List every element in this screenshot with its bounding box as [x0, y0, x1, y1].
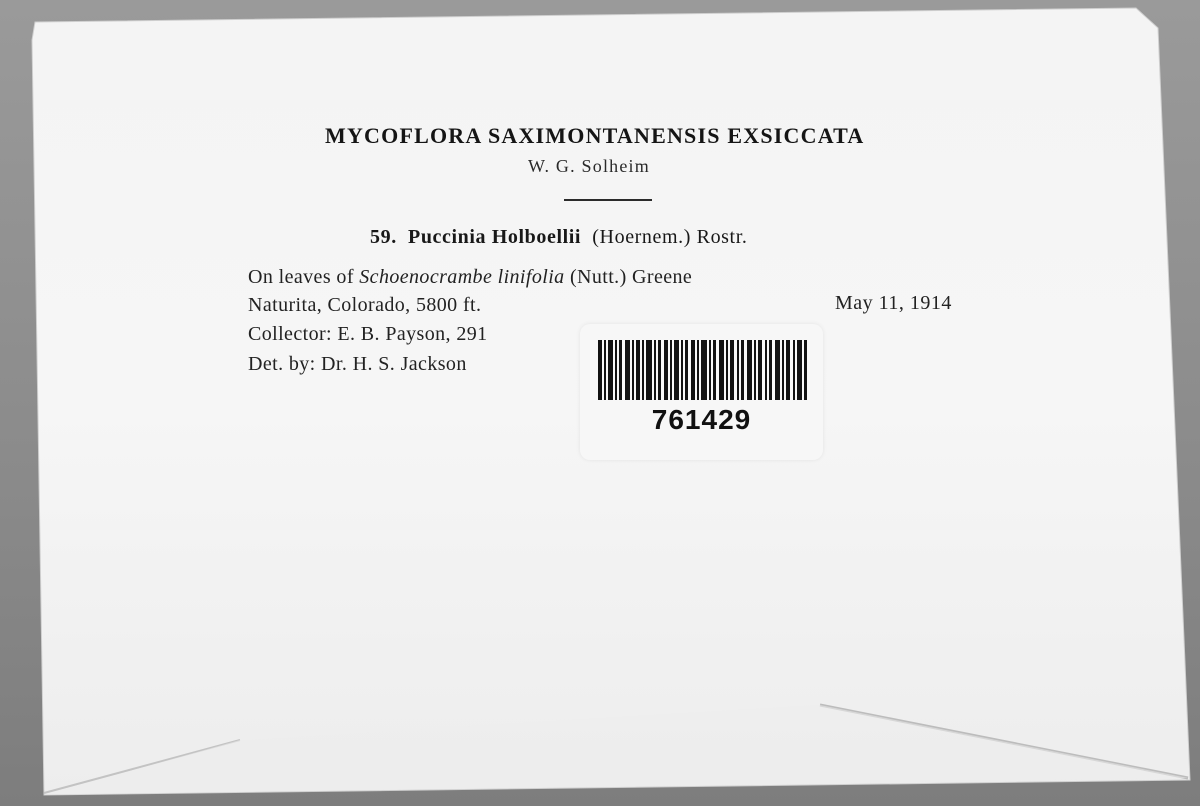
specimen-number: 59.	[370, 226, 397, 248]
collection-author: W. G. Solheim	[528, 156, 650, 176]
species-authority: (Hoernem.) Rostr.	[592, 226, 748, 248]
divider-rule	[564, 199, 652, 201]
species-name: Puccinia Holboellii	[408, 226, 582, 248]
barcode-number: 761429	[651, 404, 752, 435]
locality-line: Naturita, Colorado, 5800 ft.	[248, 294, 482, 316]
collector-line: Collector: E. B. Payson, 291	[248, 323, 488, 345]
host-name: Schoenocrambe linifolia	[359, 266, 565, 288]
host-prefix: On leaves of	[248, 266, 354, 288]
barcode-icon	[580, 324, 823, 404]
collection-title: MYCOFLORA SAXIMONTANENSIS EXSICCATA	[325, 123, 865, 148]
barcode-label	[580, 324, 823, 460]
host-line	[248, 266, 692, 289]
determiner-line: Det. by: Dr. H. S. Jackson	[248, 353, 467, 375]
species-line	[370, 226, 747, 249]
collection-date: May 11, 1914	[835, 292, 952, 314]
host-authority: (Nutt.) Greene	[569, 266, 693, 288]
